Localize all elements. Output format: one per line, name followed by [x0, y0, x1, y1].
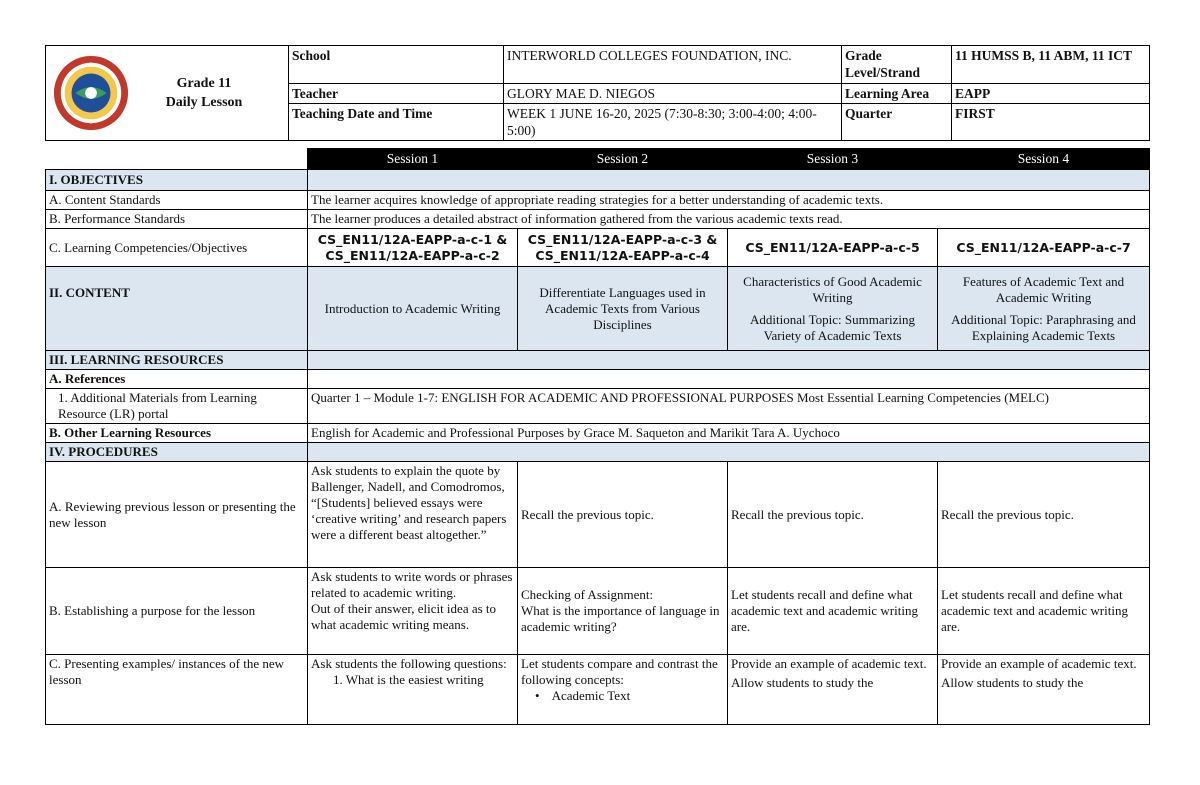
procedure-c-s2: [518, 655, 728, 725]
content-s3-main: Characteristics of Good Academic Writing: [743, 273, 922, 305]
content-standards-value: The learner acquires knowledge of appropriate reading strategies for a better understanding of academic texts.: [308, 191, 1150, 210]
procedure-c-s3: [728, 655, 938, 725]
additional-materials-value: Quarter 1 – Module 1-7: ENGLISH FOR ACADEMIC AND PROFESSIONAL PURPOSES Most Essential Learning Competencies (MELC): [308, 389, 1150, 424]
procedure-a-label: A. Reviewing previous lesson or presenting the new lesson: [46, 462, 308, 568]
content-s3: [728, 267, 938, 351]
logo-cell: [46, 46, 289, 141]
content-s4: [938, 267, 1150, 351]
procedure-a-s4: Recall the previous topic.: [938, 462, 1150, 568]
content-heading: II. CONTENT: [46, 267, 308, 351]
procedure-b-s4: Let students recall and define what academic text and academic writing are.: [938, 568, 1150, 655]
lesson-table: [45, 148, 1150, 725]
procedure-b-s1-line1: Ask students to write words or phrases related to academic writing.: [311, 569, 513, 600]
procedure-b-s1-line2: Out of their answer, elicit idea as to what academic writing means.: [311, 601, 497, 632]
competency-s2: CS_EN11/12A-EAPP-a-c-3 & CS_EN11/12A-EAPP-a-c-4: [518, 229, 728, 267]
session-4-header: Session 4: [938, 149, 1150, 170]
content-s1: Introduction to Academic Writing: [308, 267, 518, 351]
procedure-a-s2: Recall the previous topic.: [518, 462, 728, 568]
other-resources-label: B. Other Learning Resources: [46, 424, 308, 443]
procedures-heading: IV. PROCEDURES: [46, 443, 308, 462]
procedure-c-s4-line2: Allow students to study the: [941, 675, 1084, 690]
resources-heading: III. LEARNING RESOURCES: [46, 351, 308, 370]
procedure-c-s4-line1: Provide an example of academic text.: [941, 656, 1137, 671]
daily-lesson-title: Daily Lesson: [165, 95, 243, 110]
objectives-heading: I. OBJECTIVES: [46, 170, 308, 191]
header-table: [45, 45, 1150, 141]
teacher-label: Teacher: [289, 84, 504, 104]
other-resources-value: English for Academic and Professional Purposes by Grace M. Saqueton and Marikit Tara A. Uychoco: [308, 424, 1150, 443]
procedure-b-s2-line1: Checking of Assignment:: [521, 587, 654, 602]
procedure-c-label: C. Presenting examples/ instances of the new lesson: [46, 655, 308, 725]
grade-level-value: 11 HUMSS B, 11 ABM, 11 ICT: [952, 46, 1150, 84]
procedure-b-s1: [308, 568, 518, 655]
content-s4-additional: Additional Topic: Paraphrasing and Explaining Academic Texts: [951, 311, 1136, 343]
grade-title: Grade 11: [176, 76, 232, 91]
procedure-b-s2: [518, 568, 728, 655]
school-value: INTERWORLD COLLEGES FOUNDATION, INC.: [504, 46, 842, 84]
procedure-c-s3-line1: Provide an example of academic text.: [731, 656, 927, 671]
quarter-label: Quarter: [842, 104, 952, 141]
session-2-header: Session 2: [518, 149, 728, 170]
competency-s1: CS_EN11/12A-EAPP-a-c-1 & CS_EN11/12A-EAPP-a-c-2: [308, 229, 518, 267]
procedure-c-s1-item: 1. What is the easiest writing: [333, 672, 484, 687]
teacher-value: GLORY MAE D. NIEGOS: [504, 84, 842, 104]
procedure-c-s2-intro: Let students compare and contrast the following concepts:: [521, 656, 718, 687]
procedure-a-s3: Recall the previous topic.: [728, 462, 938, 568]
competency-s3: CS_EN11/12A-EAPP-a-c-5: [728, 229, 938, 267]
content-standards-label: A. Content Standards: [46, 191, 308, 210]
quarter-value: FIRST: [952, 104, 1150, 141]
procedure-b-s3: Let students recall and define what academic text and academic writing are.: [728, 568, 938, 655]
procedure-c-s2-item: • Academic Text: [521, 688, 724, 704]
procedure-c-s3-line2: Allow students to study the: [731, 675, 874, 690]
school-seal-icon: [52, 54, 130, 132]
procedure-c-s1: [308, 655, 518, 725]
procedure-b-label: B. Establishing a purpose for the lesson: [46, 568, 308, 655]
references-label: A. References: [46, 370, 308, 389]
content-s2: Differentiate Languages used in Academic Texts from Various Disciplines: [518, 267, 728, 351]
date-value: WEEK 1 JUNE 16-20, 2025 (7:30-8:30; 3:00-4:00; 4:00-5:00): [504, 104, 842, 141]
date-label: Teaching Date and Time: [289, 104, 504, 141]
competencies-label: C. Learning Competencies/Objectives: [46, 229, 308, 267]
additional-materials-label: 1. Additional Materials from Learning Resource (LR) portal: [46, 389, 308, 424]
performance-standards-label: B. Performance Standards: [46, 210, 308, 229]
learning-area-value: EAPP: [952, 84, 1150, 104]
school-label: School: [289, 46, 504, 84]
content-s4-main: Features of Academic Text and Academic Writing: [962, 273, 1125, 305]
grade-level-label: Grade Level/Strand: [842, 46, 952, 84]
competency-s4: CS_EN11/12A-EAPP-a-c-7: [938, 229, 1150, 267]
performance-standards-value: The learner produces a detailed abstract of information gathered from the various academic texts read.: [308, 210, 1150, 229]
procedure-c-s1-intro: Ask students the following questions:: [311, 656, 507, 671]
procedure-c-s4: [938, 655, 1150, 725]
learning-area-label: Learning Area: [842, 84, 952, 104]
session-3-header: Session 3: [728, 149, 938, 170]
content-s3-additional: Additional Topic: Summarizing Variety of Academic Texts: [750, 311, 915, 343]
session-1-header: Session 1: [308, 149, 518, 170]
procedure-a-s1: Ask students to explain the quote by Ballenger, Nadell, and Comodromos, “[Students] believed essays were ‘creative writing’ and research papers were a different beast altogether.”: [308, 462, 518, 568]
procedure-b-s2-line2: What is the importance of language in academic writing?: [521, 603, 720, 634]
